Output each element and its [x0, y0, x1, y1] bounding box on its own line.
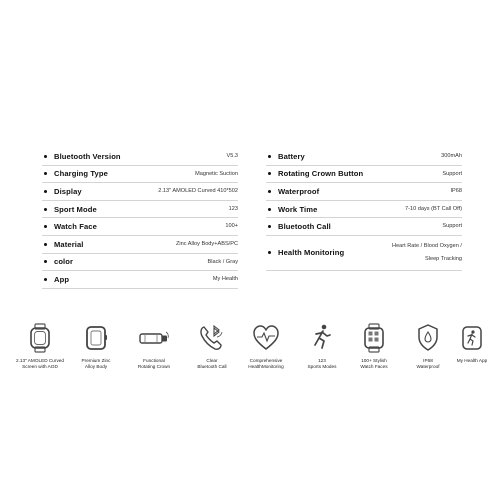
caption-line: HealthMonitoring — [248, 364, 284, 369]
spec-value: Black / Gray — [207, 258, 238, 265]
spec-value: Magnetic Suction — [195, 170, 238, 177]
spec-label: color — [54, 257, 74, 267]
bullet-icon — [44, 225, 47, 228]
feature-caption — [70, 358, 122, 370]
spec-value: 100+ — [225, 223, 238, 230]
spec-label: Work Time — [278, 204, 318, 214]
spec-value: Support — [442, 223, 462, 230]
feature-caption — [296, 358, 348, 370]
spec-label: Health Monitoring — [278, 248, 345, 258]
caption-line: Clear — [206, 358, 218, 363]
bullet-icon — [44, 260, 47, 263]
spec-row-health-monitoring — [266, 236, 462, 271]
spec-value: 123 — [228, 205, 238, 212]
spec-row-battery — [266, 148, 462, 166]
caption-line: 2.13" AMOLED Curved — [15, 358, 65, 363]
bullet-icon — [268, 251, 271, 254]
feature-caption — [446, 358, 498, 364]
rotating-crown-icon — [138, 323, 170, 353]
feature-caption — [14, 358, 66, 370]
bullet-icon — [44, 243, 47, 246]
bullet-icon — [268, 155, 271, 158]
spec-column-right — [266, 148, 462, 289]
spec-value — [392, 240, 462, 266]
bullet-icon — [268, 225, 271, 228]
spec-label: Charging Type — [54, 169, 108, 179]
caption-line: 100+ Stylish — [361, 358, 387, 363]
spec-row-display — [42, 183, 238, 201]
spec-label: Sport Mode — [54, 204, 97, 214]
spec-value: 300mAh — [441, 153, 462, 160]
caption-line: Waterproof — [416, 364, 440, 369]
feature-my-health-app — [446, 323, 498, 364]
spec-row-material — [42, 236, 238, 254]
spec-row-color — [42, 254, 238, 272]
spec-label: Rotating Crown Button — [278, 169, 364, 179]
sports-runner-icon — [310, 323, 334, 353]
bullet-icon — [268, 208, 271, 211]
spec-row-bluetooth-version — [42, 148, 238, 166]
my-health-app-icon — [460, 323, 484, 353]
spec-label: Battery — [278, 151, 305, 161]
feature-bluetooth-call — [186, 323, 238, 370]
feature-caption — [186, 358, 238, 370]
caption-line: Comprehensive — [249, 358, 283, 363]
bullet-icon — [268, 172, 271, 175]
bullet-icon — [268, 190, 271, 193]
spec-row-rotating-crown-button — [266, 166, 462, 184]
spec-label: Bluetooth Call — [278, 222, 331, 232]
spec-value: Zinc Alloy Body+ABS/PC — [175, 241, 238, 248]
feature-caption — [240, 358, 292, 370]
feature-caption — [128, 358, 180, 370]
caption-line: Watch Faces — [360, 364, 388, 369]
caption-line: My Health App — [456, 358, 488, 363]
caption-line: Premium Zinc — [81, 358, 111, 363]
bullet-icon — [44, 190, 47, 193]
feature-rotating-crown — [128, 323, 180, 370]
spec-value-line: Heart Rate / Blood Oxygen / — [392, 242, 462, 249]
caption-line: Rotating Crown — [137, 364, 171, 369]
spec-row-charging-type — [42, 166, 238, 184]
spec-row-app — [42, 271, 238, 289]
spec-label: Waterproof — [278, 186, 320, 196]
feature-amoled-screen — [14, 323, 66, 370]
watch-faces-icon — [362, 323, 386, 353]
spec-row-watch-face — [42, 218, 238, 236]
spec-label: Watch Face — [54, 222, 97, 232]
zinc-alloy-body-icon — [84, 323, 108, 353]
feature-caption — [348, 358, 400, 370]
spec-row-sport-mode — [42, 201, 238, 219]
spec-row-bluetooth-call — [266, 218, 462, 236]
bullet-icon — [44, 172, 47, 175]
bullet-icon — [44, 208, 47, 211]
waterproof-shield-icon — [416, 323, 440, 353]
spec-label: Display — [54, 186, 82, 196]
spec-value: Support — [442, 170, 462, 177]
caption-line: Screen with AOD — [22, 364, 58, 369]
spec-value: 2.13" AMOLED Curved 410*502 — [158, 188, 238, 195]
caption-line: Sports Modes — [307, 364, 337, 369]
amoled-watch-icon — [28, 323, 52, 353]
bluetooth-call-icon — [198, 323, 226, 353]
spec-row-waterproof — [266, 183, 462, 201]
spec-column-left — [42, 148, 238, 289]
spec-row-work-time — [266, 201, 462, 219]
caption-line: Bluetooth Call — [197, 364, 227, 369]
feature-zinc-alloy-body — [70, 323, 122, 370]
spec-value: IP68 — [450, 188, 462, 195]
caption-line: IP68 — [423, 358, 433, 363]
feature-health-monitoring — [240, 323, 292, 370]
spec-label: Bluetooth Version — [54, 151, 121, 161]
feature-sports-modes — [296, 323, 348, 370]
spec-value-line: Sleep Tracking — [424, 255, 462, 262]
health-heart-icon — [252, 323, 280, 353]
caption-line: 123 — [318, 358, 326, 363]
spec-label: Material — [54, 239, 84, 249]
feature-watch-faces — [348, 323, 400, 370]
bullet-icon — [44, 155, 47, 158]
feature-icon-strip — [0, 323, 500, 383]
bullet-icon — [44, 278, 47, 281]
spec-value: My Health — [212, 276, 238, 283]
caption-line: Alloy Body — [84, 364, 108, 369]
spec-value: 7-10 days (BT Call Off) — [405, 205, 462, 212]
spec-label: App — [54, 274, 70, 284]
caption-line: Functional — [143, 358, 165, 363]
spec-table — [42, 148, 462, 289]
spec-value: V5.3 — [226, 153, 238, 160]
